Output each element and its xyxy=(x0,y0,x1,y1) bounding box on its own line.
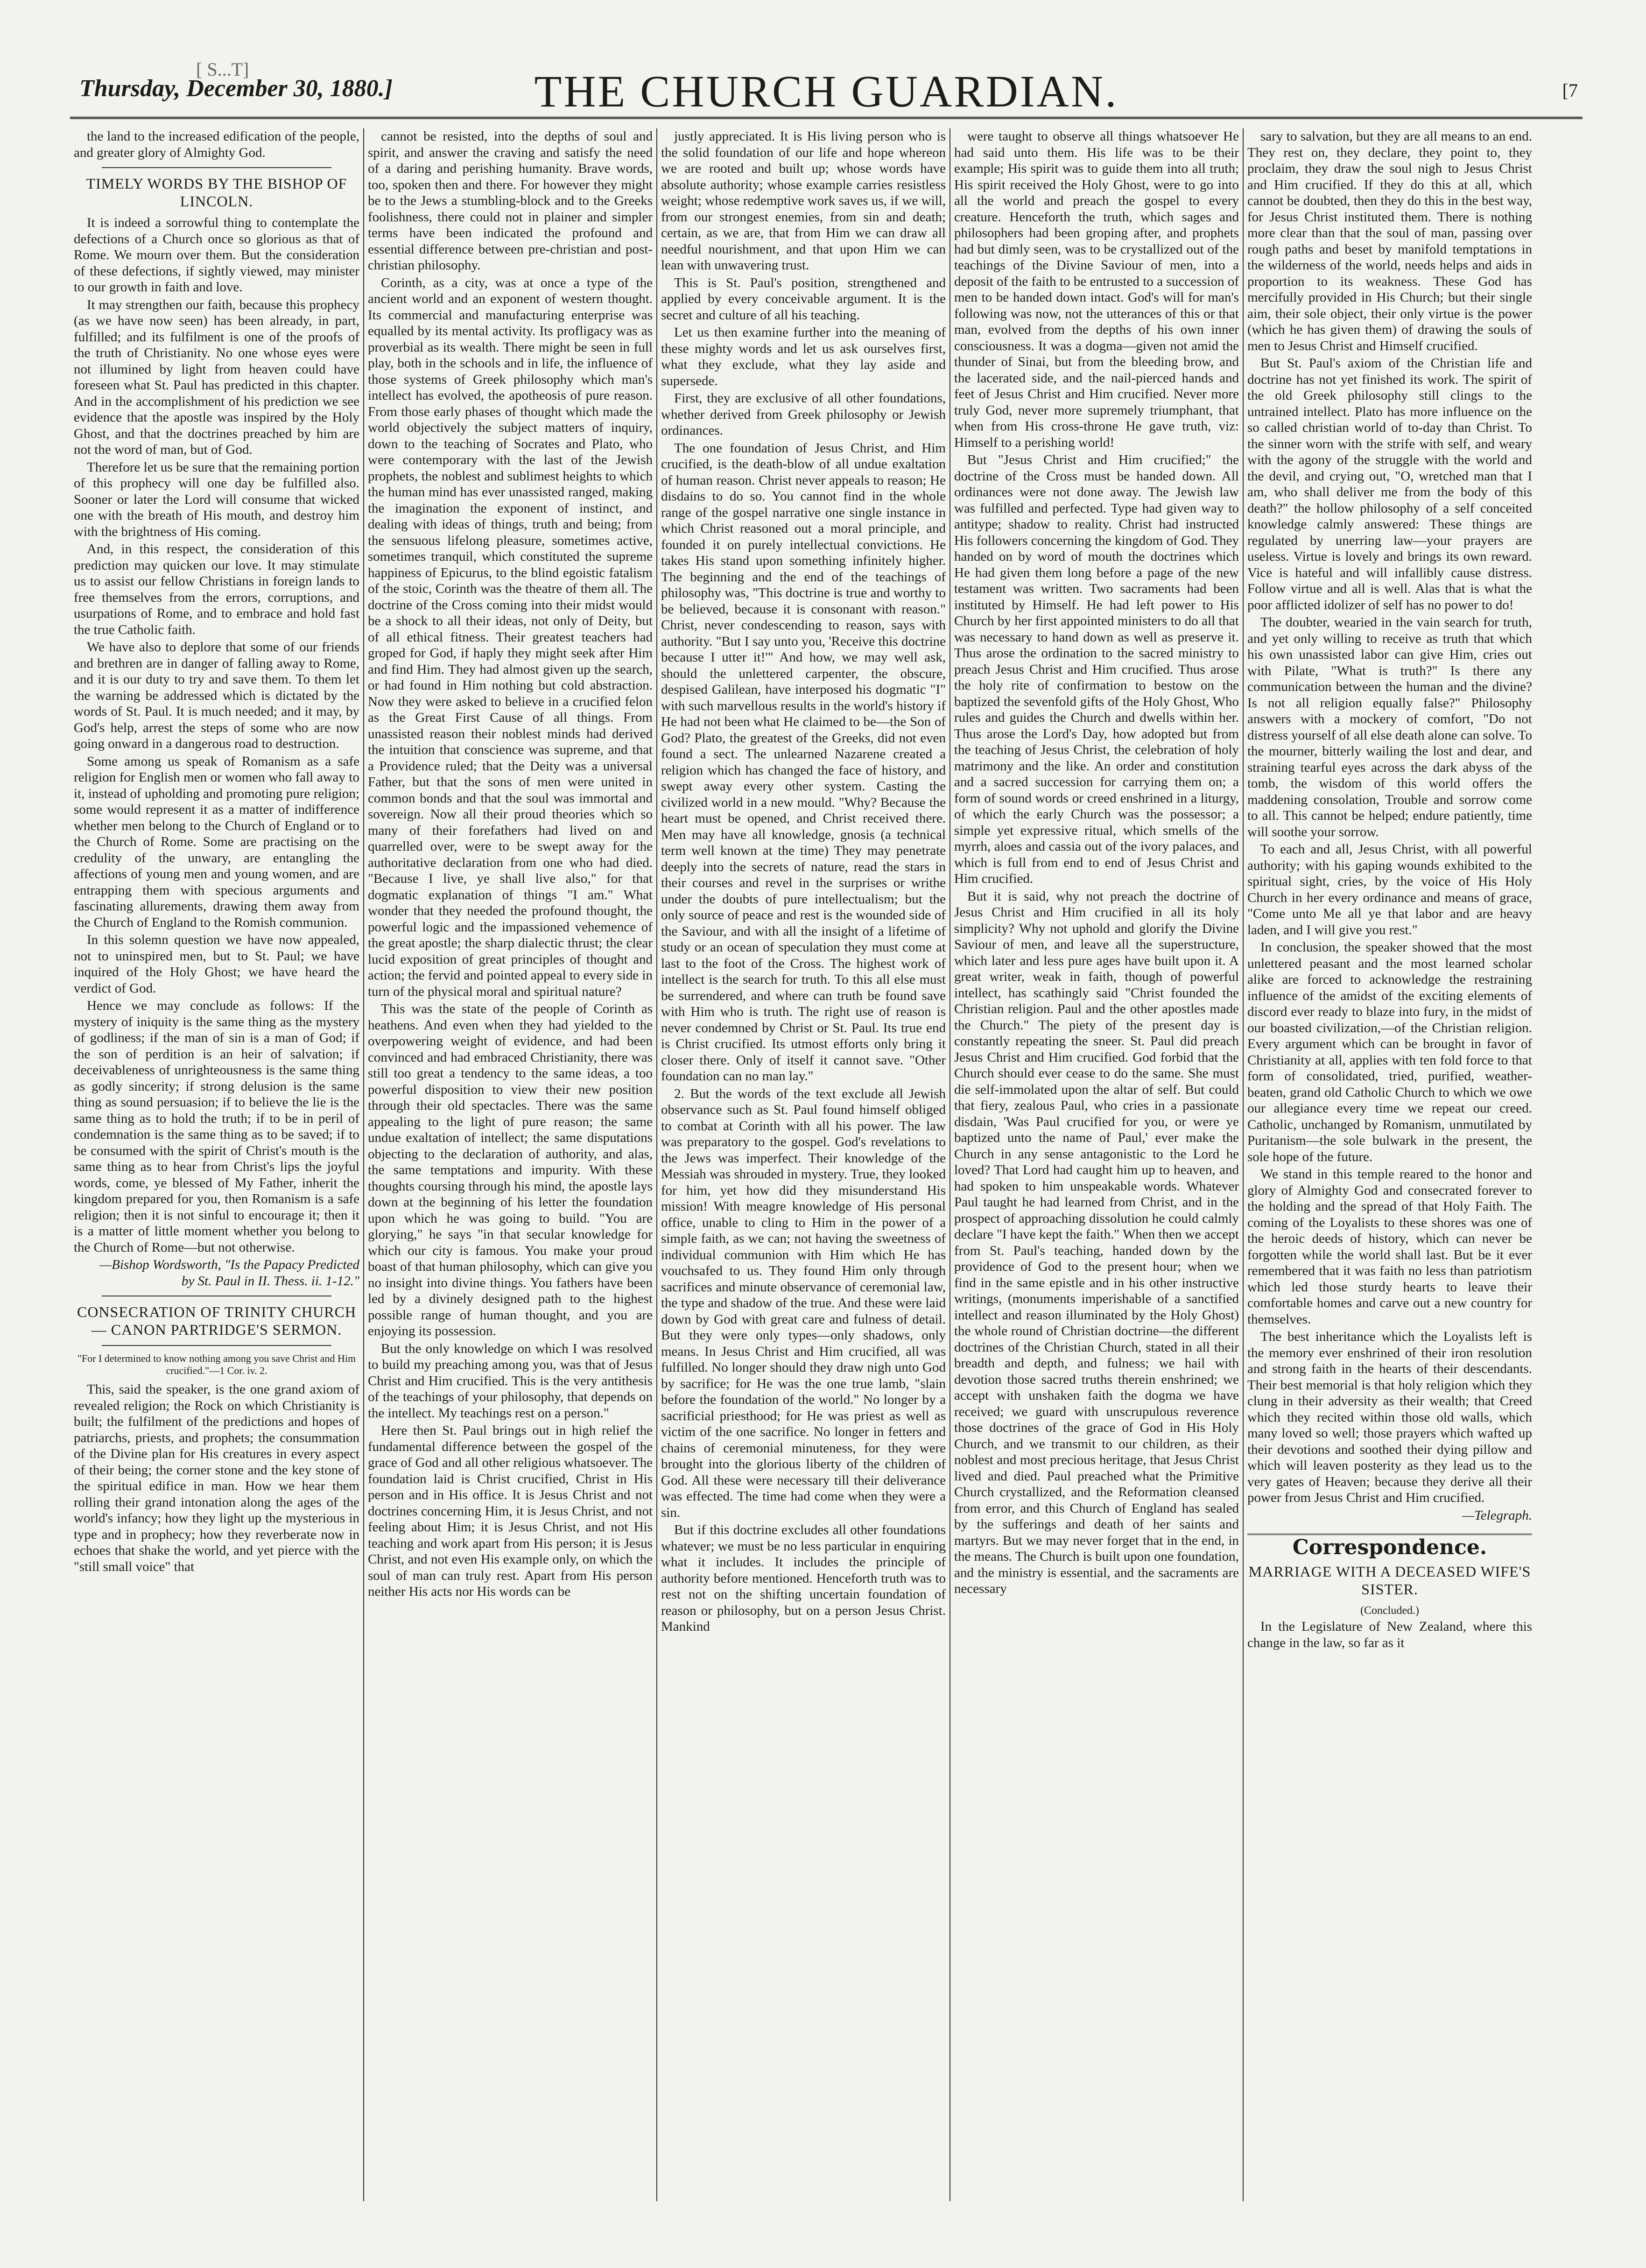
column-2 xyxy=(363,128,656,2201)
header-rule xyxy=(70,117,1583,119)
paragraph: But the only knowledge on which I was resolved to build my preaching among you, was that of Jesus Christ and Him crucified. This is the very antithesis of the teachings of your philosophy, that depends on the intellect. My teachings rest on a person." xyxy=(368,1341,653,1421)
paragraph: Here then St. Paul brings out in high relief the fundamental difference between the gospel of the grace of God and all other religious whatsoever. The foundation laid is Christ crucified, Christ in His person and in His office. It is Jesus Christ and not doctrines concerning Him, it is Jesus Christ, and not feeling about Him; it is Jesus Christ, and not His teaching and work apart from His person; it is Jesus Christ, and not even His example only, on which the soul of man can truly rest. Apart from His person neither His acts nor His words can be xyxy=(368,1423,653,1599)
attribution: —Bishop Wordsworth, "Is the Papacy Predicted by St. Paul in II. Thess. ii. 1-12." xyxy=(99,1257,359,1289)
paragraph: This was the state of the people of Corinth as heathens. And even when they had yielded to the overpowering weight of evidence, and had been convinced and had embraced Christianity, there was still too great a tendency to the same ideas, a too powerful disposition to view their new position through their old spectacles. There was the same appealing to the light of pure reason; the same undue exaltation of intellect; the same disputations objecting to the declaration of authority, and alas, the same temptations and impurity. With these thoughts coursing through his mind, the apostle lays down at the beginning of his letter the foundation upon which he was going to build. "You are glorying," he says "in that secular knowledge for which our city is famous. You make your proud boast of that human philosophy, which can give you no insight into divine things. You fathers have been led by a divinely designed path to the highest possible range of human thought, and you are enjoying its possession. xyxy=(368,1001,653,1338)
paragraph: And, in this respect, the consideration of this prediction may quicken our love. It may stimulate us to assist our fellow Christians in foreign lands to free themselves from the errors, corruptions, and usurpations of Rome, and to embrace and hold fast the true Catholic faith. xyxy=(74,542,359,637)
paragraph: To each and all, Jesus Christ, with all powerful authority; with his gaping wounds exhibited to the spiritual sight, cries, by the voice of His Holy Church in her every ordinance and means of grace, "Come unto Me all ye that labor and are heavy laden, and I will give you rest." xyxy=(1247,842,1532,937)
column-5 xyxy=(1243,128,1536,2201)
paragraph: were taught to observe all things whatsoever He had said unto them. His life was to be their example; His spirit was to guide them into all truth; His spirit received the Holy Ghost, were to go into all the world and preach the gospel to every creature. Henceforth the truth, which sages and philosophers had been groping after, and prophets had but dimly seen, was to be crystallized out of the teachings of the Divine Saviour of men, into a deposit of the faith to be entrusted to a succession of men to be handed down intact. God's will for man's following was now, not the utterances of this or that man, evolved from the depths of his own inner consciousness. It was a dogma—given not amid the thunder of Sinai, but from the bleeding brow, and the lacerated side, and the nail-pierced hands and feet of Jesus Christ and Him crucified. Never more truly God, never more supremely triumphant, that when from His cross-throne He gave truth, viz: Himself to a perishing world! xyxy=(954,129,1239,450)
attribution: —Telegraph. xyxy=(1462,1507,1532,1523)
paragraph: 2. But the words of the text exclude all Jewish observance such as St. Paul found himself obliged to combat at Corinth with all his power. The law was preparatory to the gospel. God's revelations to the Jews was imperfect. Their knowledge of the Messiah was shrouded in mystery. True, they looked for him, yet how did they misunderstand His mission! With meagre knowledge of His personal office, unable to cling to Him in the power of a simple faith, as we can; not having the sweetness of individual communion with Him which He has vouchsafed to us. They found Him only through sacrifices and minute observance of ceremonial law, the type and shadow of the true. And these were laid down by God with great care and fulness of detail. But they were only types—only shadows, only means. In Jesus Christ and Him crucified, all was fulfilled. No longer should they draw nigh unto God by sacrifice; for He was the one true lamb, "slain before the foundation of the world." No longer by a sacrificial priesthood; for He was priest as well as victim of the one sacrifice. No longer in fetters and chains of ceremonial minuteness, for they were brought into the glorious liberty of the children of God. All these were necessary till their deliverance was effected. The time had come when they were a sin. xyxy=(661,1086,946,1520)
column-1 xyxy=(70,128,363,2201)
paragraph: It is indeed a sorrowful thing to contemplate the defections of a Church once so glorious as that of Rome. We mourn over them. But the consideration of these defections, if sightly viewed, may minister to our growth in faith and love. xyxy=(74,215,359,295)
paragraph: Therefore let us be sure that the remaining portion of this prophecy will one day be fulfilled also. Sooner or later the Lord will consume that wicked one with the breath of His mouth, and destroy him with the brightness of His coming. xyxy=(74,459,359,539)
epigraph: "For I determined to know nothing among you save Christ and Him crucified."—1 Cor. iv. 2. xyxy=(77,1352,356,1376)
ink-stamp: [ S...T] xyxy=(196,59,249,80)
paragraph: cannot be resisted, into the depths of soul and spirit, and answer the craving and satisfy the need of a daring and perishing humanity. Brave words, too, spoken then and there. For however they might be to the Jews a stumbling-block and to the Greeks foolishness, there could not in plainer and simpler terms have been indicated the profound and essential difference between pre-christian and post-christian philosophy. xyxy=(368,129,653,273)
paragraph: But "Jesus Christ and Him crucified;" the doctrine of the Cross must be handed down. All ordinances were not done away. The Jewish law was fulfilled and perfected. Type had given way to antitype; shadow to reality. Christ had instructed His followers concerning the kingdom of God. They handed on by word of mouth the doctrines which He had given them long before a page of the new testament was written. Two sacraments had been instituted by Himself. He had left power to His Church by her first appointed ministers to do all that was necessary to hand down as well as preserve it. Thus arose the ordination to the sacred ministry to preach Jesus Christ and Him crucified. Thus arose the holy rite of confirmation to bestow on the baptized the sevenfold gifts of the Holy Ghost, Who rules and guides the Church and dwells within her. Thus arose the Lord's Day, how adopted but from the teaching of Jesus Christ, the celebration of holy matrimony and the like. An order and constitution and a sacred succession for carrying them on; a form of sound words or creed enshrined in a liturgy, of which the early Church was the possessor; a simple yet expressive ritual, which smells of the myrrh, aloes and cassia out of the ivory palaces, and which is full from end to end of Jesus Christ and Him crucified. xyxy=(954,452,1239,886)
paragraph: Hence we may conclude as follows: If the mystery of iniquity is the same thing as the mystery of godliness; if the man of sin is a man of God; if the son of perdition is an heir of salvation; if deceivableness of unrighteousness is the same thing as godly sincerity; if strong delusion is the same thing as sound persuasion; if to believe the lie is the same thing as to hold the truth; if to be in peril of condemnation is the same thing as to be saved; if to be consumed with the spirit of Christ's mouth is the same thing as to hear from Christ's lips the joyful words, come, ye blessed of My Father, inherit the kingdom prepared for you, then Romanism is a safe religion; then it is not sinful to encourage it; then it is a matter of little moment whether you belong to the Church of Rome—but not otherwise. xyxy=(74,998,359,1255)
paragraph: Let us then examine further into the meaning of these mighty words and let us ask ourselves first, what they exclude, what they lay aside and supersede. xyxy=(661,325,946,388)
article-columns xyxy=(70,128,1583,2201)
masthead xyxy=(70,59,1583,116)
paragraph: sary to salvation, but they are all means to an end. They rest on, they declare, they point to, they proclaim, they draw the soul nigh to Jesus Christ and Him crucified. If they do this at all, which cannot be doubted, then they do this in the best way, for Jesus Christ instituted them. There is nothing more clear than that the soul of man, passing over rough paths and beset by manifold temptations in the wilderness of the world, needs helps and aids in proportion to its weakness. These God has mercifully provided in His Church; but their single aim, their sole object, their only virtue is the power (which he has given them) of drawing the souls of men to Jesus Christ and Himself crucified. xyxy=(1247,129,1532,353)
paragraph: This is St. Paul's position, strengthened and applied by every conceivable argument. It is the secret and culture of all his teaching. xyxy=(661,275,946,323)
column-4 xyxy=(950,128,1243,2201)
article-heading: MARRIAGE WITH A DECEASED WIFE'S SISTER. xyxy=(1248,1563,1531,1598)
paragraph: This, said the speaker, is the one grand axiom of revealed religion; the Rock on which Christianity is built; the fulfilment of the predictions and hopes of patriarchs, priests, and prophets; the consummation of the Divine plan for His creatures in every aspect of their being; the corner stone and the key stone of the spiritual edifice in man. How we hear them rolling their grand intonation along the ages of the world's infancy; how they light up the mysterious in type and in prophecy; how they reverberate now in echoes that shake the world, and yet pierce with the "still small voice" that xyxy=(74,1382,359,1574)
paragraph: But if this doctrine excludes all other foundations whatever; we must be no less particular in enquiring what it includes. It includes the principle of authority before mentioned. Henceforth truth was to rest not on the shifting uncertain foundation of reason or philosophy, but on a person Jesus Christ. Mankind xyxy=(661,1522,946,1634)
paragraph: But St. Paul's axiom of the Christian life and doctrine has not yet finished its work. The spirit of the old Greek philosophy still clings to the untrained intellect. Plato has more influence on the so called christian world of to-day than Christ. To the sinner worn with the strife with self, and weary with the agony of the struggle with the world and the devil, and crying out, "O, wretched man that I am, who shall deliver me from the body of this death?" the hollow philosophy of a self conceited knowledge calmly answered: These things are regulated by unerring law—your prayers are useless. Virtue is lovely and brings its own reward. Vice is hateful and will infallibly cause distress. Follow virtue and all is well. Alas that is what the poor afflicted idolizer of self has no power to do! xyxy=(1247,356,1532,613)
paragraph: First, they are exclusive of all other foundations, whether derived from Greek philosophy or Jewish ordinances. xyxy=(661,391,946,438)
article-heading: CONSECRATION OF TRINITY CHURCH — CANON PARTRIDGE'S SERMON. xyxy=(77,1303,357,1338)
paragraph: justly appreciated. It is His living person who is the solid foundation of our life and hope whereon we are rooted and built up; whose words have absolute authority; whose example carries resistless weight; whose redemptive work saves us, if we will, from our strongest enemies, from sin and death; certain, as we are, that from Him we can draw all needful nourishment, and that upon Him we can lean with unwavering trust. xyxy=(661,129,946,273)
paragraph: But it is said, why not preach the doctrine of Jesus Christ and Him crucified in all its holy simplicity? Why not uphold and glorify the Divine Saviour of men, and leave all the superstructure, which later and less pure ages have built upon it. A great writer, weak in faith, though of powerful intellect, has scathingly said "Christ founded the Christian religion. Paul and the other apostles made the Church." The piety of the present day is constantly repeating the sneer. St. Paul did preach Jesus Christ and Him crucified. God forbid that the Church should ever cease to do the same. She must die self-immolated upon the altar of self. But could that fiery, zealous Paul, who cries in a passionate disdain, 'Was Paul crucified for you, or were ye baptized unto the name of Paul,' ever make the Church in any sense antagonistic to the Lord he loved? That Lord had caught him up to heaven, and had spoken to him unspeakable words. Whatever Paul taught he had learned from Christ, and in the prospect of approaching dissolution he could calmly declare "I have kept the faith." When then we accept from St. Paul's teaching, handed down by the providence of God to the present hour; when we find in the same epistle and in his other instructive writings, (monuments imperishable of a sanctified intellect and reason illuminated by the Holy Ghost) the whole round of Christian doctrine—the different doctrines of the Christian Church, stated in all their breadth and depth, and fulness; we hail with devotion those sacred truths therein enshrined; we accept with unshaken faith the dogma we have received; we guard with unscrupulous reverence those doctrines of the grace of God in His Holy Church, and we transmit to our children, as their noblest and most precious heritage, that Jesus Christ lived and died. Paul preached what the Primitive Church crystallized, and the Reformation cleansed from error, and this Church of England has sealed by the sufferings and death of her saints and martyrs. But we may never forget that in the end, in the means. The Church is built upon one foundation, and the ministry is essential, and the sacraments are necessary xyxy=(954,888,1239,1596)
paragraph: It may strengthen our faith, because this prophecy (as we have now seen) has been already, in part, fulfilled; and its fulfilment is one of the proofs of the truth of Christianity. No one whose eyes were not illumined by light from heaven could have foreseen what St. Paul has predicted in this chapter. And in the accomplishment of his prediction we see evidence that the apostle was inspired by the Holy Ghost, and that the doctrines preached by him are not the word of man, but of God. xyxy=(74,297,359,457)
paragraph: Corinth, as a city, was at once a type of the ancient world and an exponent of western thought. Its commercial and manufacturing enterprise was equalled by its mental activity. Its profligacy was as proverbial as its wealth. There might be seen in full play, both in the schools and in life, the influence of those systems of Greek philosophy which man's intellect has evolved, the apotheosis of pure reason. From those early phases of thought which made the world objectively the subject matters of inquiry, down to the teaching of Socrates and Plato, who were contemporary with the last of the Jewish prophets, the noblest and sublimest heights to which the human mind has ever unassisted ranged, making the imagination the exponent of instinct, and dealing with ideas of things, truth and being; from the sensuous lifelong pleasure, sometimes active, sometimes tranquil, which constituted the supreme happiness of Epicurus, to the blind egoistic fatalism of the stoic, Corinth was the theatre of them all. The doctrine of the Cross coming into their midst would be a shock to all their ideas, not only of Deity, but of all ethical fitness. Their greatest teachers had groped for God, if haply they might seek after Him and find Him. They had almost given up the search, or had found in Him nothing but cold abstraction. Now they were asked to believe in a crucified felon as the Great First Cause of all things. From unassisted reason their noblest minds had derived the intuition that conscience was supreme, and that a Providence ruled; that the Deity was a universal Father, but that the sons of men were united in common bonds and that the soul was immortal and sovereign. Now all their proud theories which so many of their forefathers had lived on and quarrelled over, were to be swept away for the authoritative declaration from one who had died. "Because I live, ye shall live also," for that dogmatic explanation of things "I am." What wonder that they needed the profound thought, the powerful logic and the impassioned vehemence of the great apostle; the sharp dialectic thrust; the clear lucid exposition of great principles of thought and action; the fervid and pointed appeal to every side in turn of the physical moral and spiritual nature? xyxy=(368,275,653,999)
divider xyxy=(102,1345,331,1346)
divider xyxy=(102,167,331,168)
paragraph: We stand in this temple reared to the honor and glory of Almighty God and consecrated forever to the holding and the spread of that Holy Faith. The coming of the Loyalists to these shores was one of the heroic deeds of history, which can never be forgotten while the world shall last. But be it ever remembered that it was faith no less than patriotism which led those sturdy hearts to leave their comfortable homes and carve out a new country for themselves. xyxy=(1247,1167,1532,1327)
paragraph: The one foundation of Jesus Christ, and Him crucified, is the death-blow of all undue exaltation of human reason. Christ never appeals to reason; He disdains to do so. You cannot find in the whole range of the gospel narrative one single instance in which Christ reasoned out a moral principle, and founded it on purely intellectual convictions. He takes His stand upon something infinitely higher. The beginning and the end of the teachings of philosophy was, "This doctrine is true and worthy to be believed, because it is consonant with reason." Christ, never condescending to reason, says with authority. "But I say unto you, 'Receive this doctrine because I utter it!'" And how, we may well ask, should the unlettered carpenter, the obscure, despised Galilean, have interposed his dogmatic "I" with such marvellous results in the world's history if He had not been what He claimed to be—the Son of God? Plato, the greatest of the Greeks, did not even found a sect. The unlearned Nazarene created a religion which has changed the face of history, and swept away every other system. Casting the civilized world in a new mould. "Why? Because the heart must be opened, and Christ received there. Men may have all knowledge, gnosis (a technical term well known at the time) They may penetrate deeply into the secrets of nature, read the stars in their courses and revel in the surprises or writhe under the doubts of pure intellectualism; but the only source of peace and rest is the wounded side of the Saviour, and with all the insight of a lifetime of study or an ocean of speculation they must come at last to the foot of the Cross. The highest work of intellect is the search for truth. To this all else must be surrendered, and where can truth be found save with Him who is truth. The right use of reason is never condemned by Christ or St. Paul. Its true end is Christ crucified. Its utmost efforts only bring it closer there. Only of itself it cannot save. "Other foundation can no man lay." xyxy=(661,440,946,1084)
newspaper-title: THE CHURCH GUARDIAN. xyxy=(534,66,1118,116)
paragraph: In conclusion, the speaker showed that the most unlettered peasant and the most learned scholar alike are forced to acknowledge the restraining influence of the amidst of the exciting elements of discord ever ready to blaze into fury, in the midst of our boasted civilization,—of the Christian religion. Every argument which can be brought in favor of Christianity at all, applies with ten fold force to that form of consolidated, tried, purified, weather-beaten, grand old Catholic Church to which we owe our allegiance every time we repeat our creed. Catholic, unchanged by Romanism, unmutilated by Puritanism—the sole bulwark in the present, the sole hope of the future. xyxy=(1247,940,1532,1164)
paragraph: The best inheritance which the Loyalists left is the memory ever enshrined of their iron resolution and strong faith in the hearts of their descendants. Their best memorial is that holy religion which they clung in their adversity as their wealth; that Creed which they recited within those old walls, which many loved so well; those prayers which wafted up their devotions and soothed their dying pillow and which will leaven posterity as they lead us to the very gates of Heaven; because they derive all their power from Jesus Christ and Him crucified. xyxy=(1247,1329,1532,1505)
column-3 xyxy=(656,128,950,2201)
article-heading: TIMELY WORDS BY THE BISHOP OF LINCOLN. xyxy=(86,175,347,210)
section-heading: Correspondence. xyxy=(1247,1534,1532,1556)
paragraph: the land to the increased edification of the people, and greater glory of Almighty God. xyxy=(74,129,359,160)
paragraph: In the Legislature of New Zealand, where this change in the law, so far as it xyxy=(1247,1619,1532,1650)
page-number: [7 xyxy=(1562,80,1578,101)
issue-date: Thursday, December 30, 1880.] xyxy=(79,75,393,102)
subheading: (Concluded.) xyxy=(1360,1604,1419,1617)
paragraph: The doubter, wearied in the vain search for truth, and yet only willing to receive as truth that which his own unassisted labor can give Him, cries out with Pilate, "What is truth?" Is there any communication between the human and the divine? Is not all religion equally false?" Philosophy answers with a mockery of comfort, "Do not distress yourself of all else death alone can solve. To the mourner, bitterly wailing the lost and dear, and straining tearful eyes across the dark abyss of the tomb, the wisdom of this world offers the maddening consolation, Trouble and sorrow come to all. This cannot be helped; endure patiently, time will soothe your sorrow. xyxy=(1247,615,1532,839)
paragraph: We have also to deplore that some of our friends and brethren are in danger of falling away to Rome, and it is our duty to try and save them. To them let the warning be addressed which is dictated by the words of St. Paul. It is much needed; and it may, by God's help, arrest the steps of some who are now going onward in a dangerous road to destruction. xyxy=(74,640,359,751)
paragraph: In this solemn question we have now appealed, not to uninspired men, but to St. Paul; we have inquired of the Holy Ghost; we have heard the verdict of God. xyxy=(74,932,359,996)
paragraph: Some among us speak of Romanism as a safe religion for English men or women who fall away to it, instead of upholding and promoting pure religion; some would represent it as a matter of indifference whether men belong to the Church of England or to the Church of Rome. Some are practising on the credulity of the unwary, are entangling the affections of young men and young women, and are entrapping them with specious arguments and fascinating allurements, drawing them away from the Church of England to the Romish communion. xyxy=(74,754,359,930)
